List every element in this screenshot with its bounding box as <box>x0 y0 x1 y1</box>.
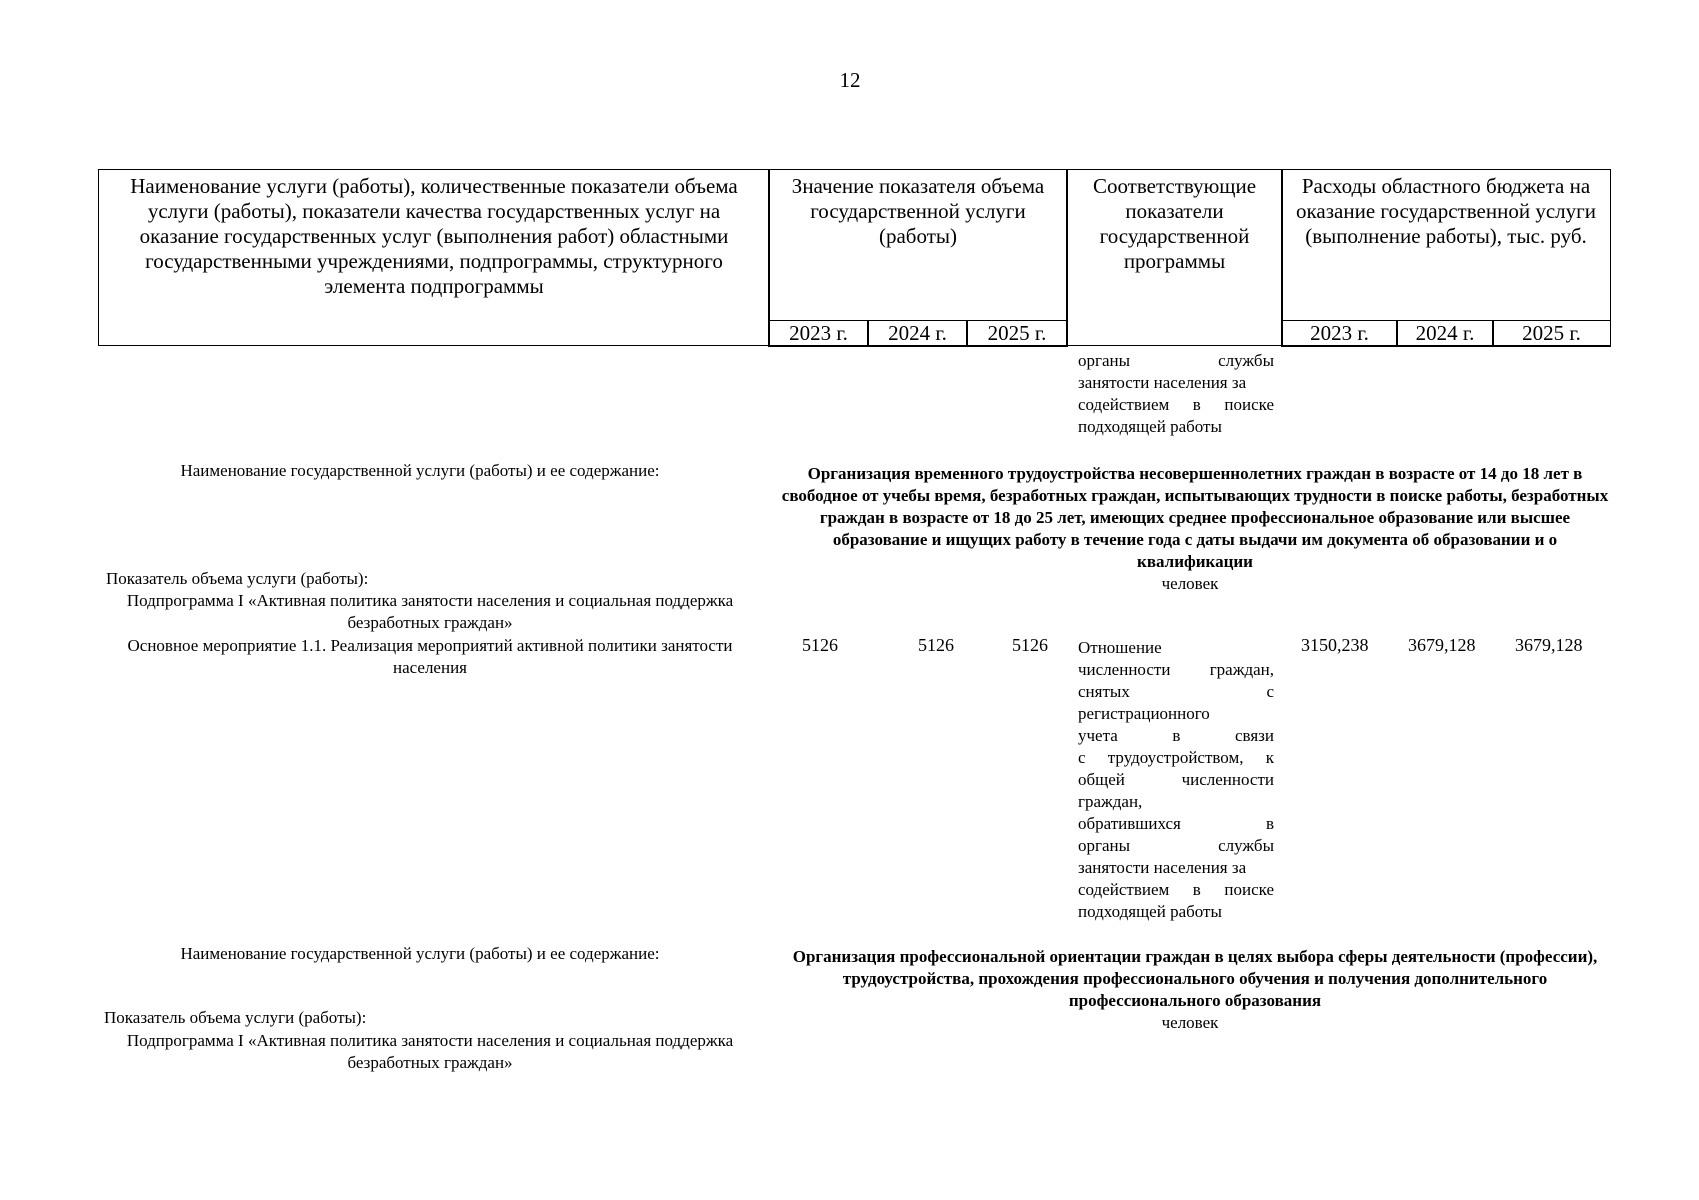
indicator-line: органы службы <box>1078 836 1274 855</box>
service-title: Организация временного трудоустройства несовершеннолетних граждан в возрасте от 14 до 18 лет в свободное от учебы время, безработных граждан, испытывающих трудности в поиске работы, безработных граждан в возрасте от 18 до 25 лет, имеющих среднее профессиональное образование или высшее образование и ищущих работу в течение года с даты выдачи им документа об образовании и о квалификации <box>781 464 1609 571</box>
service-label-2: Наименование государственной услуги (работы) и ее содержание: <box>180 944 660 963</box>
continuation-line: подходящей работы <box>1078 417 1222 436</box>
service-label: Наименование государственной услуги (работы) и ее содержание: <box>180 461 660 480</box>
program-indicator-text <box>1078 637 1274 923</box>
indicator-line: снятых с <box>1078 682 1274 701</box>
header-col-program-indicators <box>1066 169 1283 346</box>
continuation-indicator-text <box>1078 350 1274 438</box>
indicator-line: регистрационного <box>1078 704 1210 723</box>
value-2025: 5126 <box>1012 635 1048 655</box>
expense-2024: 3679,128 <box>1408 635 1476 655</box>
header-year-value-2023: 2023 г. <box>768 320 869 347</box>
header-col-volume-value-text: Значение показателя объема государственной услуги (работы) <box>791 174 1045 248</box>
value-2024: 5126 <box>918 635 954 655</box>
expense-2023: 3150,238 <box>1301 635 1369 655</box>
volume-label: Показатель объема услуги (работы): <box>106 569 369 588</box>
subprogram-name: Подпрограмма I «Активная политика занятости населения и социальная поддержка безработных граждан» <box>126 591 734 632</box>
subprogram-name-2: Подпрограмма I «Активная политика занятости населения и социальная поддержка безработных граждан» <box>126 1031 734 1072</box>
indicator-line: занятости населения за <box>1078 858 1247 877</box>
header-year-value-2025: 2025 г. <box>966 320 1068 347</box>
value-2023: 5126 <box>802 635 838 655</box>
continuation-line: органы службы <box>1078 351 1274 370</box>
indicator-line: содействием в поиске <box>1078 880 1274 899</box>
indicator-line: с трудоустройством, к <box>1078 748 1274 767</box>
indicator-line: Отношение <box>1078 638 1162 657</box>
header-col-program-indicators-text: Соответствующие показатели государственной программы <box>1092 174 1257 273</box>
expense-2025: 3679,128 <box>1515 635 1583 655</box>
header-year-value-2024: 2024 г. <box>867 320 968 347</box>
header-year-expense-2025: 2025 г. <box>1492 320 1611 347</box>
volume-label-2: Показатель объема услуги (работы): <box>104 1008 367 1027</box>
indicator-line: численности граждан, <box>1078 660 1274 679</box>
header-year-expense-2023: 2023 г. <box>1281 320 1398 347</box>
header-col-service-name: Наименование услуги (работы), количественные показатели объема услуги (работы), показатели качества государственных услуг на оказание государственных услуг (выполнения работ) областными государственными учреждениями, подпрограммы, структурного элемента подпрограммы <box>98 169 770 346</box>
measure-name: Основное мероприятие 1.1. Реализация мероприятий активной политики занятости населения <box>127 636 733 677</box>
indicator-line: подходящей работы <box>1078 902 1222 921</box>
continuation-line: занятости населения за <box>1078 373 1247 392</box>
header-col-budget-expenses-text: Расходы областного бюджета на оказание государственной услуги (выполнение работы), тыс. руб. <box>1296 174 1596 248</box>
indicator-line: обратившихся в <box>1078 814 1274 833</box>
page-number: 12 <box>839 68 861 92</box>
service-title-2: Организация профессиональной ориентации граждан в целях выбора сферы деятельности (профессии), трудоустройства, прохождения профессионального обучения и получения дополнительного профессионального образования <box>792 947 1598 1010</box>
indicator-line: граждан, <box>1078 792 1143 811</box>
indicator-line: общей численности <box>1078 770 1274 789</box>
unit-label: человек <box>1161 574 1219 593</box>
header-year-expense-2024: 2024 г. <box>1396 320 1494 347</box>
continuation-line: содействием в поиске <box>1078 395 1274 414</box>
indicator-line: учета в связи <box>1078 726 1274 745</box>
unit-label-2: человек <box>1161 1013 1219 1032</box>
